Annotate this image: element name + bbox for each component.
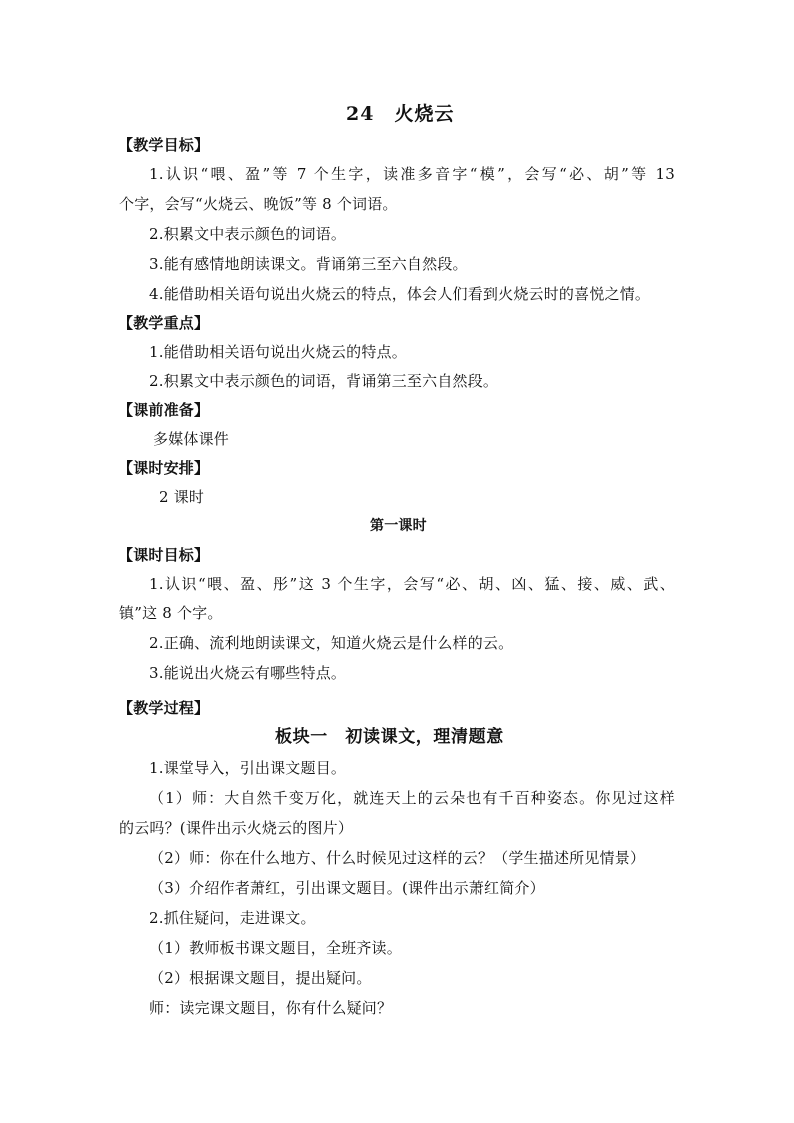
key-point-2: 2.积累文中表示颜色的词语，背诵第三至六自然段。 (149, 372, 499, 390)
lesson-subtitle: 第一课时 (370, 518, 427, 534)
step-1: 1.课堂导入，引出课文题目。 (149, 759, 347, 777)
page-title: 24 火烧云 (346, 103, 455, 125)
objective-1-line-2: 个字，会写“火烧云、晚饭”等 8 个词语。 (119, 195, 398, 213)
step-1-a-line-2: 的云吗？(课件出示火烧云的图片） (119, 819, 354, 837)
step-1-c: （3）介绍作者萧红，引出课文题目。(课件出示萧红简介） (149, 879, 545, 897)
objective-4: 4.能借助相关语句说出火烧云的特点，体会人们看到火烧云时的喜悦之情。 (149, 285, 651, 303)
preparation-heading: 【课前准备】 (118, 401, 210, 419)
step-2-b: （2）根据课文题目，提出疑问。 (149, 969, 372, 987)
objective-1-line-1: 1.认识“喂、盈”等 7 个生字，读准多音字“模”，会写“必、胡”等 13 (149, 165, 675, 183)
step-1-a-line-1: （1）师：大自然千变万化，就连天上的云朵也有千百种姿态。你见过这样 (149, 789, 675, 807)
lesson-goal-1-line-2: 镇”这 8 个字。 (119, 604, 223, 622)
process-heading: 【教学过程】 (118, 699, 210, 717)
lesson-goal-2: 2.正确、流利地朗读课文，知道火烧云是什么样的云。 (149, 634, 514, 652)
preparation-text: 多媒体课件 (153, 430, 230, 448)
step-2: 2.抓住疑问，走进课文。 (149, 909, 316, 927)
step-1-b: （2）师：你在什么地方、什么时候见过这样的云？（学生描述所见情景） (149, 849, 646, 867)
objectives-heading: 【教学目标】 (118, 136, 210, 154)
block-title: 板块一 初读课文，理清题意 (275, 727, 504, 747)
schedule-heading: 【课时安排】 (118, 459, 210, 477)
lesson-goal-1-line-1: 1.认识“喂、盈、彤”这 3 个生字，会写“必、胡、凶、猛、接、威、武、 (149, 575, 675, 593)
lesson-goals-heading: 【课时目标】 (118, 546, 210, 564)
key-point-1: 1.能借助相关语句说出火烧云的特点。 (149, 343, 407, 361)
key-points-heading: 【教学重点】 (118, 314, 210, 332)
objective-2: 2.积累文中表示颜色的词语。 (149, 225, 347, 243)
step-2-a: （1）教师板书课文题目，全班齐读。 (149, 939, 402, 957)
schedule-text: 2 课时 (159, 488, 205, 506)
teacher-question: 师：读完课文题目，你有什么疑问？ (149, 999, 393, 1017)
lesson-goal-3: 3.能说出火烧云有哪些特点。 (149, 664, 347, 682)
objective-3: 3.能有感情地朗读课文。背诵第三至六自然段。 (149, 255, 468, 273)
